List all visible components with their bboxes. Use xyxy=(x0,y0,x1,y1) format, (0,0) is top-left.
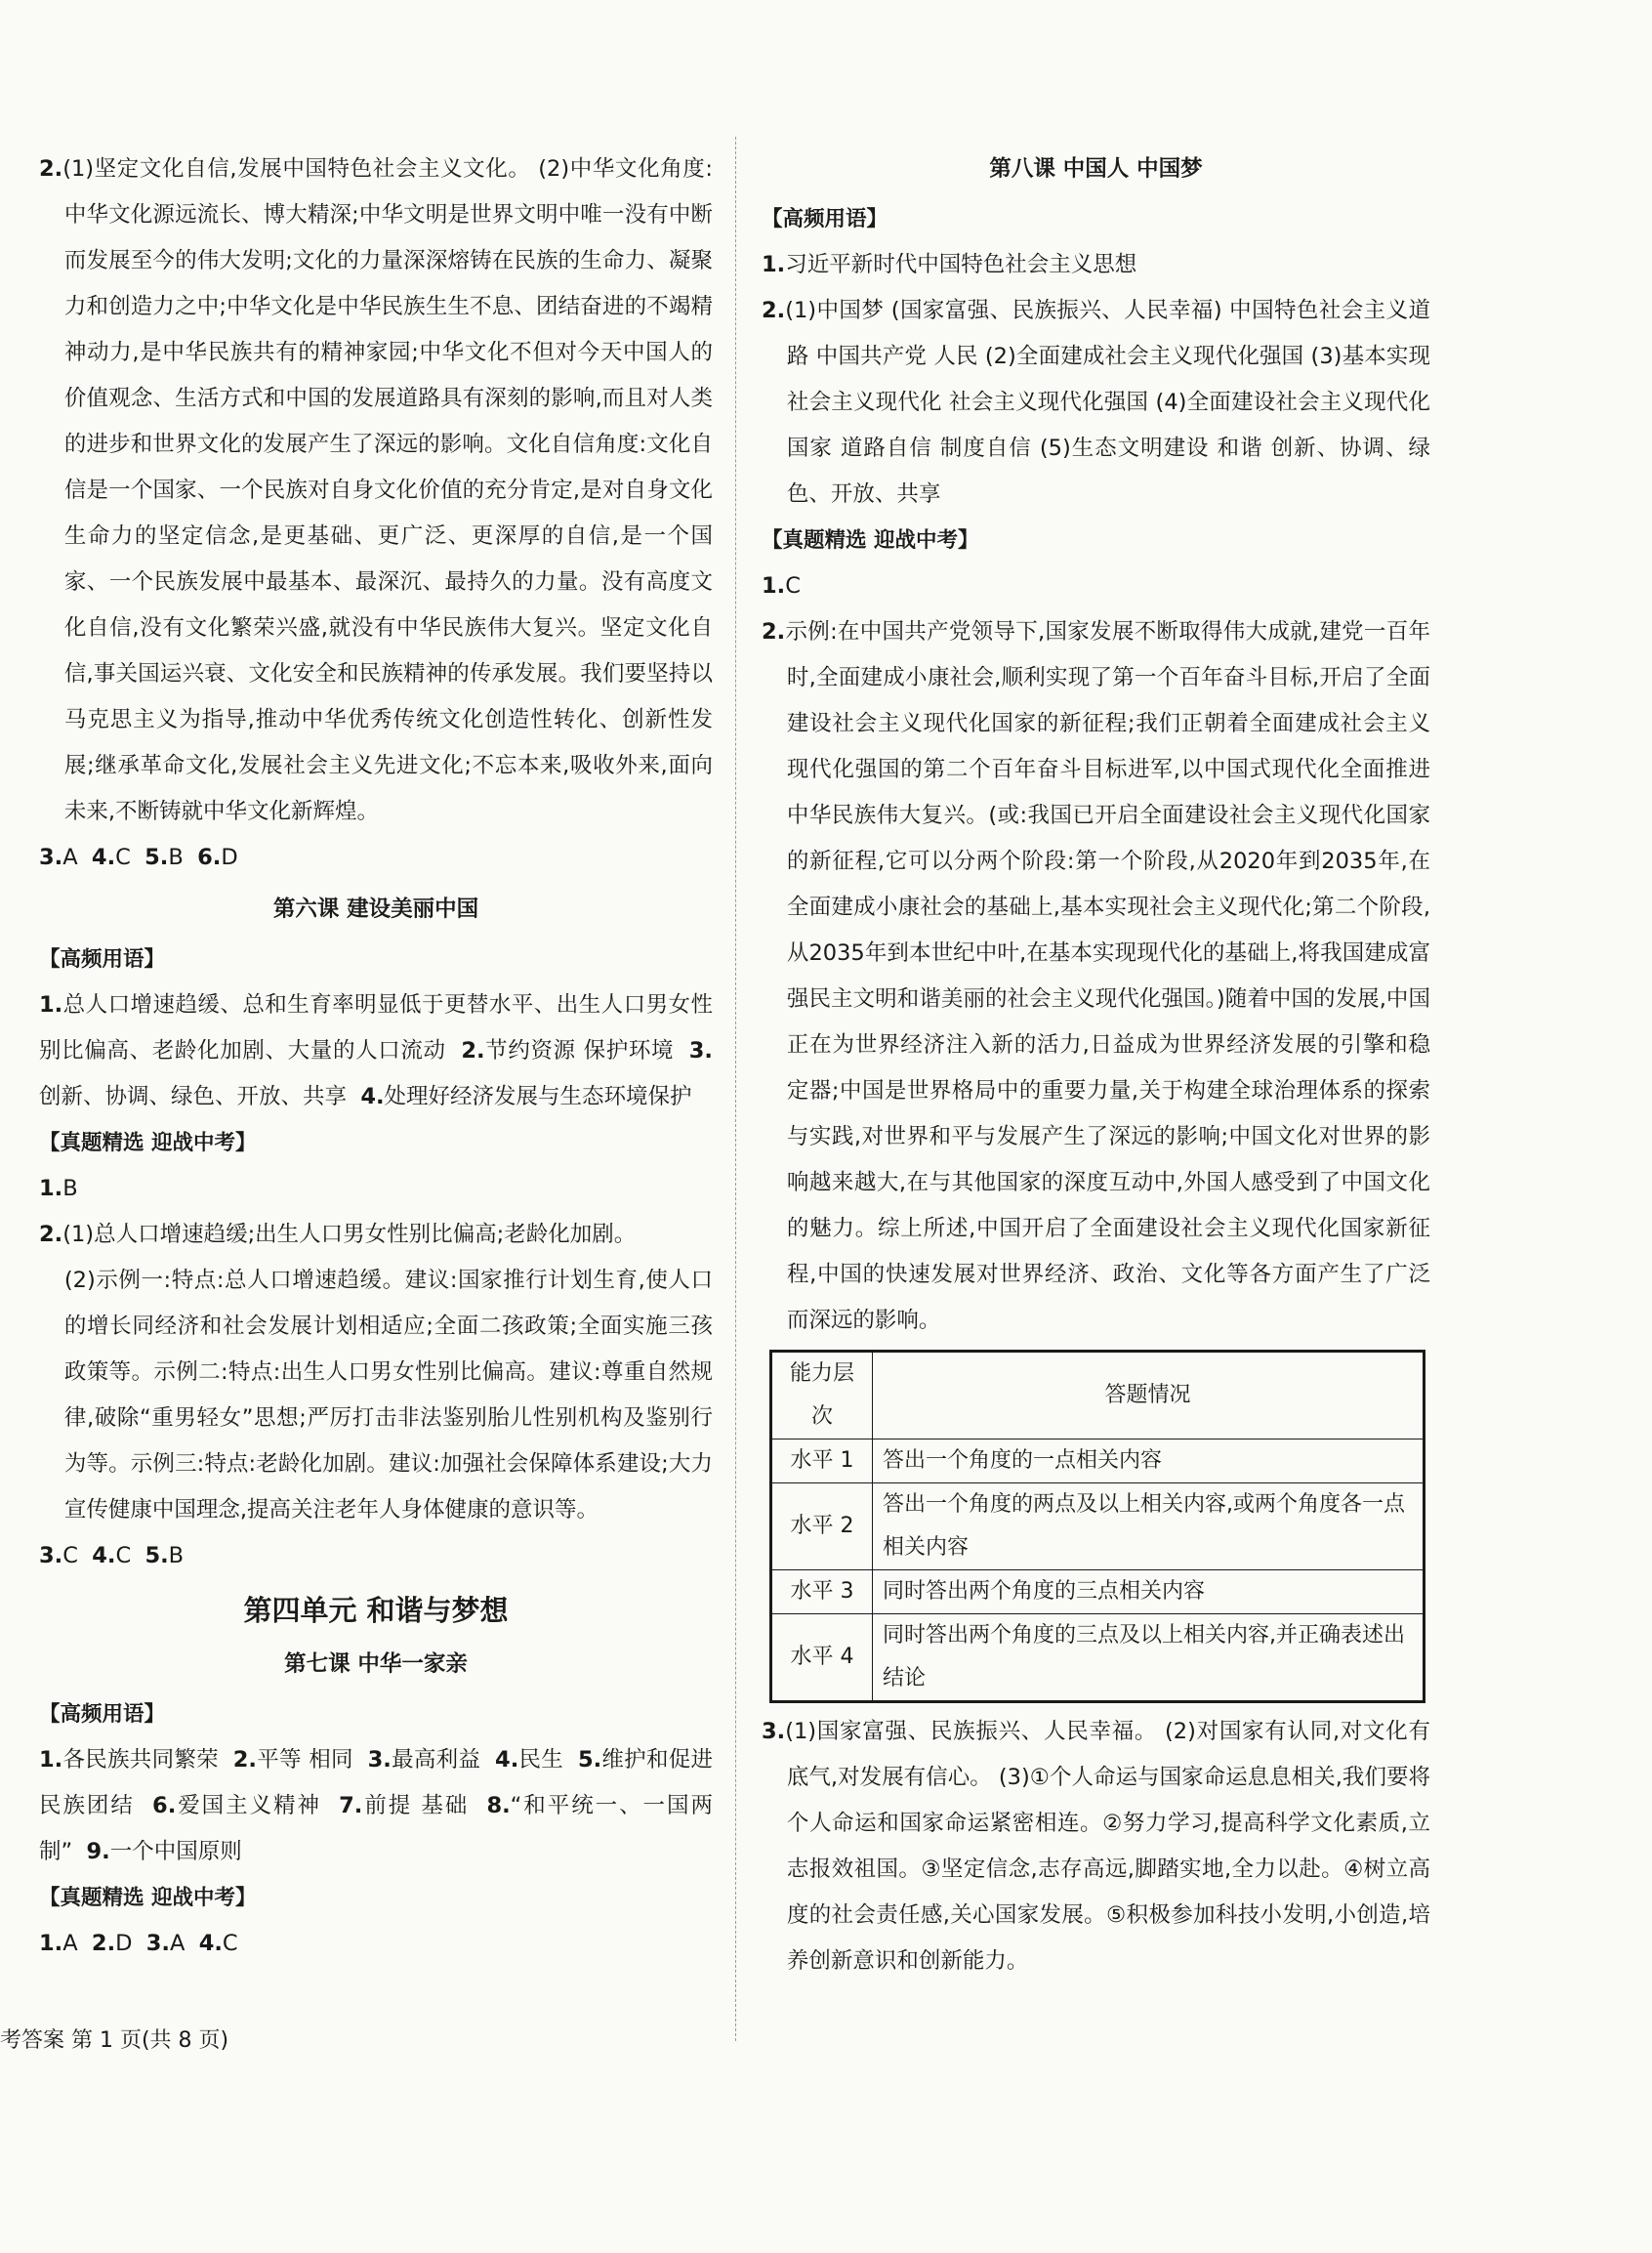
left-column xyxy=(39,146,713,1967)
term-7: 前提 基础 xyxy=(362,1793,470,1818)
lesson-6-q1: 1.B xyxy=(39,1176,78,1201)
answer-number: 3. xyxy=(145,1931,170,1956)
answer-value: A xyxy=(62,1931,78,1956)
answer-number: 1. xyxy=(39,1931,63,1956)
lesson-6-gaopin-terms: 1.总人口增速趋缓、总和生育率明显低于更替水平、出生人口男女性别比偏高、老龄化加剧、大量的人口流动 2.节约资源 保护环境 3.创新、协调、绿色、开放、共享 4.处理好经济发展与生态环境保护 xyxy=(39,992,713,1109)
lesson-6-q2: 2.(1)总人口增速趋缓;出生人口男女性别比偏高;老龄化加剧。 xyxy=(39,1222,637,1247)
desc-cell: 同时答出两个角度的三点相关内容 xyxy=(873,1570,1425,1614)
answer-value: D xyxy=(115,1931,133,1956)
lesson-7-answers xyxy=(39,1921,713,1967)
answer-value: C xyxy=(222,1931,238,1956)
lesson-8-q1: 1.C xyxy=(762,573,801,599)
lesson-6-q2-part2: (2)示例一:特点:总人口增速趋缓。建议:国家推行计划生育,使人口的增长同经济和社会发展计划相适应;全面二孩政策;全面实施三孩政策等。示例二:特点:出生人口男女性别比偏高。建议:尊重自然规律,破除“重男轻女”思想;严厉打击非法鉴别胎儿性别机构及鉴别行为等。示例三:特点:老龄化加剧。建议:加强社会保障体系建设;大力宣传健康中国理念,提高关注老年人身体健康的意识等。 xyxy=(63,1268,713,1523)
culture-answers xyxy=(39,835,713,881)
lesson-8-q2: 2.示例:在中国共产党领导下,国家发展不断取得伟大成就,建党一百年时,全面建成小康社会,顺利实现了第一个百年奋斗目标,开启了全面建设社会主义现代化国家的新征程;我们正朝着全面建成社会主义现代化强国的第二个百年奋斗目标进军,以中国式现代化全面推进中华民族伟大复兴。(或:我国已开启全面建设社会主义现代化国家的新征程,它可以分两个阶段:第一个阶段,从2020年到2035年,在全面建成小康社会的基础上,基本实现社会主义现代化;第二个阶段,从2035年到本世纪中叶,在基本实现现代化的基础上,将我国建成富强民主文明和谐美丽的社会主义现代化强国。)随着中国的发展,中国正在为世界经济注入新的活力,日益成为世界经济发展的引擎和稳定器;中国是世界格局中的重要力量,关于构建全球治理体系的探索与实践,对世界和平与发展产生了深远的影响;中国文化对世界的影响越来越大,在与其他国家的深度互动中,外国人感受到了中国文化的魅力。综上所述,中国开启了全面建设社会主义现代化国家新征程,中国的快速发展对世界经济、政治、文化等各方面产生了广泛而深远的影响。 xyxy=(762,619,1430,1333)
question-text: (1)国家富强、民族振兴、人民幸福。 (2)对国家有认同,对文化有底气,对发展有信心。 (3)①个人命运与国家命运息息相关,我们要将个人命运和国家命运紧密相连。②努力学习,提高科学文化素质,立志报效祖国。③坚定信念,志存高远,脚踏实地,全力以赴。④树立高度的社会责任感,关心国家发展。⑤积极参加科技小发明,小创造,培养创新意识和创新能力。 xyxy=(785,1719,1430,1974)
answer-value: C xyxy=(785,573,801,599)
answer-number: 5. xyxy=(145,1543,169,1568)
answer-value: A xyxy=(169,1931,186,1956)
culture-question-2 xyxy=(39,146,713,835)
table-row xyxy=(771,1439,1425,1483)
desc-cell: 答出一个角度的两点及以上相关内容,或两个角度各一点相关内容 xyxy=(873,1483,1425,1570)
answer-number: 3. xyxy=(39,1543,63,1568)
question-text: (1)坚定文化自信,发展中国特色社会主义文化。 (2)中华文化角度:中华文化源远流长、博大精深;中华文明是世界文明中唯一没有中断而发展至今的伟大发明;文化的力量深深熔铸在民族的生命力、凝聚力和创造力之中;中华文化是中华民族生生不息、团结奋进的不竭精神动力,是中华民族共有的精神家园;中华文化不但对今天中国人的价值观念、生活方式和中国的发展道路具有深刻的影响,而且对人类的进步和世界文化的发展产生了深远的影响。文化自信角度:文化自信是一个国家、一个民族对自身文化价值的充分肯定,是对自身文化生命力的坚定信念,是更基础、更广泛、更深厚的自信,是一个国家、一个民族发展中最基本、最深沉、最持久的力量。没有高度文化自信,没有文化繁荣兴盛,就没有中华民族伟大复兴。坚定文化自信,事关国运兴衰、文化安全和民族精神的传承发展。我们要坚持以马克思主义为指导,推动中华优秀传统文化创造性转化、创新性发展;继承革命文化,发展社会主义先进文化;不忘本来,吸收外来,面向未来,不断铸就中华文化新辉煌。 xyxy=(62,156,713,824)
lesson-8-gaopin-label: 【高频用语】 xyxy=(762,207,888,231)
answer-value: C xyxy=(62,1543,78,1568)
table-row xyxy=(771,1483,1425,1570)
term-6: 爱国主义精神 xyxy=(176,1793,321,1818)
lesson-8-term-2: 2.(1)中国梦 (国家富强、民族振兴、人民幸福) 中国特色社会主义道路 中国共产党 人民 (2)全面建成社会主义现代化强国 (3)基本实现社会主义现代化 社会主义现代化强国 (4)全面建设社会主义现代化国家 道路自信 制度自信 (5)生态文明建设 和谐 创新、协调、绿色、开放、共享 xyxy=(762,298,1430,507)
term-text: 习近平新时代中国特色社会主义思想 xyxy=(785,252,1137,277)
level-cell: 水平 4 xyxy=(771,1614,873,1702)
table-header: 答题情况 xyxy=(873,1352,1425,1439)
lesson-6-zhenti-label: 【真题精选 迎战中考】 xyxy=(39,1131,257,1155)
answer-value: C xyxy=(115,1543,132,1568)
lesson-7-title: 第七课 中华一家亲 xyxy=(284,1651,468,1677)
table-header: 能力层次 xyxy=(771,1352,873,1439)
answer-number: 4. xyxy=(92,1543,116,1568)
level-cell: 水平 3 xyxy=(771,1570,873,1614)
answer-number: 5. xyxy=(145,845,169,870)
term-5: 维护和促进民族团结 xyxy=(39,1747,714,1818)
answer-value: D xyxy=(221,845,238,870)
term-2: 平等 相同 xyxy=(256,1747,353,1773)
answer-number: 3. xyxy=(39,845,63,870)
answer-number: 6. xyxy=(197,845,222,870)
answer-number: 4. xyxy=(198,1931,223,1956)
level-cell: 水平 1 xyxy=(771,1439,873,1483)
ability-level-table xyxy=(769,1350,1425,1703)
term-1: 各民族共同繁荣 xyxy=(62,1747,219,1773)
term-3: 创新、协调、绿色、开放、共享 xyxy=(39,1084,348,1109)
term-2: 节约资源 保护环境 xyxy=(484,1038,675,1064)
term-3: 最高利益 xyxy=(391,1747,481,1773)
table-row xyxy=(771,1614,1425,1702)
lesson-7-gaopin-terms: 1.各民族共同繁荣 2.平等 相同 3.最高利益 4.民生 5.维护和促进民族团结 6.爱国主义精神 7.前提 基础 8.“和平统一、一国两制” 9.一个中国原则 xyxy=(39,1747,714,1864)
table-header-row xyxy=(771,1352,1425,1439)
desc-cell: 答出一个角度的一点相关内容 xyxy=(873,1439,1425,1483)
lesson-6-gaopin-label: 【高频用语】 xyxy=(39,947,166,972)
level-cell: 水平 2 xyxy=(771,1483,873,1570)
unit-4-title: 第四单元 和谐与梦想 xyxy=(243,1594,509,1627)
term-9: 一个中国原则 xyxy=(109,1839,242,1864)
right-column xyxy=(762,146,1430,1984)
lesson-8-term-1: 1.习近平新时代中国特色社会主义思想 xyxy=(762,252,1137,277)
lesson-8-q3: 3.(1)国家富强、民族振兴、人民幸福。 (2)对国家有认同,对文化有底气,对发展有信心。 (3)①个人命运与国家命运息息相关,我们要将个人命运和国家命运紧密相连。②努力学习,提高科学文化素质,立志报效祖国。③坚定信念,志存高远,脚踏实地,全力以赴。④树立高度的社会责任感,关心国家发展。⑤积极参加科技小发明,小创造,培养创新意识和创新能力。 xyxy=(762,1719,1430,1974)
answer-number: 2. xyxy=(91,1931,116,1956)
answer-value: B xyxy=(62,1176,78,1201)
answer-value: B xyxy=(168,1543,185,1568)
question-number: 2. xyxy=(39,156,63,182)
lesson-8-zhenti-label: 【真题精选 迎战中考】 xyxy=(762,528,979,553)
lesson-6-title: 第六课 建设美丽中国 xyxy=(272,897,479,922)
page-footer: 考答案 第 1 页(共 8 页) xyxy=(0,2028,229,2053)
lesson-7-gaopin-label: 【高频用语】 xyxy=(39,1702,166,1727)
term-4: 处理好经济发展与生态环境保护 xyxy=(384,1084,692,1109)
lesson-7-zhenti-label: 【真题精选 迎战中考】 xyxy=(39,1886,257,1910)
term-1: 总人口增速趋缓、总和生育率明显低于更替水平、出生人口男女性别比偏高、老龄化加剧、大量的人口流动 xyxy=(39,992,713,1064)
answer-number: 4. xyxy=(91,845,116,870)
desc-cell: 同时答出两个角度的三点及以上相关内容,并正确表述出结论 xyxy=(873,1614,1425,1702)
column-divider xyxy=(735,137,737,2041)
table-row xyxy=(771,1570,1425,1614)
answer-value: B xyxy=(168,845,184,870)
answer-value: A xyxy=(62,845,78,870)
lesson-8-title: 第八课 中国人 中国梦 xyxy=(989,156,1203,182)
term-8: “和平统一、一国两制” xyxy=(39,1793,713,1864)
term-4: 民生 xyxy=(518,1747,564,1773)
answer-value: C xyxy=(115,845,131,870)
term-text: (1)中国梦 (国家富强、民族振兴、人民幸福) 中国特色社会主义道路 中国共产党 人民 (2)全面建成社会主义现代化强国 (3)基本实现社会主义现代化 社会主义现代化强国 (4)全面建设社会主义现代化国家 道路自信 制度自信 (5)生态文明建设 和谐 创新、协调、绿色、开放、共享 xyxy=(785,298,1430,507)
lesson-6-answers xyxy=(39,1533,713,1579)
question-text: 示例:在中国共产党领导下,国家发展不断取得伟大成就,建党一百年时,全面建成小康社会,顺利实现了第一个百年奋斗目标,开启了全面建设社会主义现代化国家的新征程;我们正朝着全面建成社会主义现代化强国的第二个百年奋斗目标进军,以中国式现代化全面推进中华民族伟大复兴。(或:我国已开启全面建设社会主义现代化国家的新征程,它可以分两个阶段:第一个阶段,从2020年到2035年,在全面建成小康社会的基础上,基本实现社会主义现代化;第二个阶段,从2035年到本世纪中叶,在基本实现现代化的基础上,将我国建成富强民主文明和谐美丽的社会主义现代化强国。)随着中国的发展,中国正在为世界经济注入新的活力,日益成为世界经济发展的引擎和稳定器;中国是世界格局中的重要力量,关于构建全球治理体系的探索与实践,对世界和平与发展产生了深远的影响;中国文化对世界的影响越来越大,在与其他国家的深度互动中,外国人感受到了中国文化的魅力。综上所述,中国开启了全面建设社会主义现代化国家新征程,中国的快速发展对世界经济、政治、文化等各方面产生了广泛而深远的影响。 xyxy=(785,619,1430,1333)
question-text: (1)总人口增速趋缓;出生人口男女性别比偏高;老龄化加剧。 xyxy=(62,1222,637,1247)
